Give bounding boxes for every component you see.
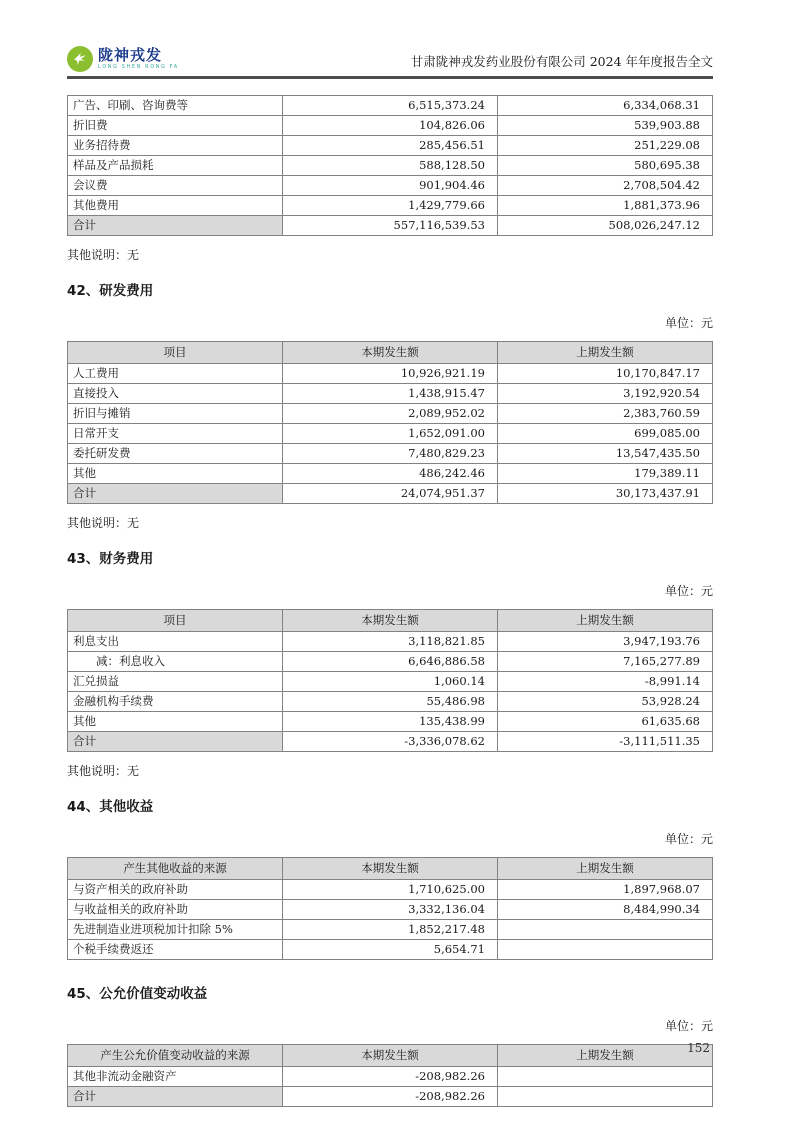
table-head bbox=[68, 342, 713, 364]
prior-amount-cell: 30,173,437.91 bbox=[497, 484, 712, 504]
row-label-cell: 与收益相关的政府补助 bbox=[68, 900, 283, 920]
header-row bbox=[68, 1045, 713, 1067]
prior-amount-cell: 8,484,990.34 bbox=[497, 900, 712, 920]
page-header bbox=[67, 46, 713, 79]
column-header: 本期发生额 bbox=[282, 342, 497, 364]
current-amount-cell: 55,486.98 bbox=[282, 692, 497, 712]
row-label-cell: 日常开支 bbox=[68, 424, 283, 444]
table-row bbox=[68, 404, 713, 424]
header-row bbox=[68, 858, 713, 880]
table-row bbox=[68, 632, 713, 652]
column-header: 本期发生额 bbox=[282, 858, 497, 880]
table-row bbox=[68, 1067, 713, 1087]
section-title: 45、公允价值变动收益 bbox=[67, 986, 208, 1002]
header-row bbox=[68, 342, 713, 364]
row-label-cell: 其他非流动金融资产 bbox=[68, 1067, 283, 1087]
row-label-cell: 其他 bbox=[68, 464, 283, 484]
table-row bbox=[68, 940, 713, 960]
table-row bbox=[68, 156, 713, 176]
column-header: 上期发生额 bbox=[497, 610, 712, 632]
table-row bbox=[68, 216, 713, 236]
table-body bbox=[68, 1067, 713, 1107]
table-row bbox=[68, 900, 713, 920]
data-table bbox=[67, 857, 713, 960]
prior-amount-cell bbox=[497, 1067, 712, 1087]
row-label-cell: 先进制造业进项税加计扣除 5% bbox=[68, 920, 283, 940]
current-amount-cell: 6,515,373.24 bbox=[282, 96, 497, 116]
report-section bbox=[67, 795, 713, 960]
current-amount-cell: 1,710,625.00 bbox=[282, 880, 497, 900]
table-row bbox=[68, 136, 713, 156]
current-amount-cell: 24,074,951.37 bbox=[282, 484, 497, 504]
table-row bbox=[68, 712, 713, 732]
prior-amount-cell: 699,085.00 bbox=[497, 424, 712, 444]
prior-amount-cell bbox=[497, 1087, 712, 1107]
table-row bbox=[68, 692, 713, 712]
table-head bbox=[68, 1045, 713, 1067]
table-row bbox=[68, 444, 713, 464]
document-title: 甘肃陇神戎发药业股份有限公司 2024 年年度报告全文 bbox=[410, 54, 713, 69]
column-header: 本期发生额 bbox=[282, 610, 497, 632]
prior-amount-cell: 2,708,504.42 bbox=[497, 176, 712, 196]
row-label-cell: 合计 bbox=[68, 216, 283, 236]
row-label-cell: 业务招待费 bbox=[68, 136, 283, 156]
prior-amount-cell: 61,635.68 bbox=[497, 712, 712, 732]
row-label-cell: 汇兑损益 bbox=[68, 672, 283, 692]
table-row bbox=[68, 732, 713, 752]
current-amount-cell: 1,060.14 bbox=[282, 672, 497, 692]
prior-amount-cell: -8,991.14 bbox=[497, 672, 712, 692]
section-title: 44、其他收益 bbox=[67, 799, 154, 815]
data-table bbox=[67, 95, 713, 236]
prior-amount-cell: 251,229.08 bbox=[497, 136, 712, 156]
row-label-cell: 个税手续费返还 bbox=[68, 940, 283, 960]
row-label-cell: 合计 bbox=[68, 732, 283, 752]
table-row bbox=[68, 424, 713, 444]
prior-amount-cell: 508,026,247.12 bbox=[497, 216, 712, 236]
current-amount-cell: 588,128.50 bbox=[282, 156, 497, 176]
prior-amount-cell: 7,165,277.89 bbox=[497, 652, 712, 672]
row-label-cell: 样品及产品损耗 bbox=[68, 156, 283, 176]
current-amount-cell: 1,438,915.47 bbox=[282, 384, 497, 404]
data-table bbox=[67, 1044, 713, 1107]
current-amount-cell: 7,480,829.23 bbox=[282, 444, 497, 464]
column-header: 上期发生额 bbox=[497, 342, 712, 364]
row-label-cell: 与资产相关的政府补助 bbox=[68, 880, 283, 900]
other-note: 其他说明：无 bbox=[67, 516, 140, 530]
table-row bbox=[68, 464, 713, 484]
column-header: 产生其他收益的来源 bbox=[68, 858, 283, 880]
report-section bbox=[67, 279, 713, 531]
row-label-cell: 其他 bbox=[68, 712, 283, 732]
prior-amount-cell: 3,947,193.76 bbox=[497, 632, 712, 652]
current-amount-cell: 486,242.46 bbox=[282, 464, 497, 484]
column-header: 产生公允价值变动收益的来源 bbox=[68, 1045, 283, 1067]
prior-amount-cell: 3,192,920.54 bbox=[497, 384, 712, 404]
current-amount-cell: 3,118,821.85 bbox=[282, 632, 497, 652]
row-label-cell: 金融机构手续费 bbox=[68, 692, 283, 712]
brand-name-cn: 陇神戎发 bbox=[98, 46, 163, 64]
table-row bbox=[68, 880, 713, 900]
table-row bbox=[68, 116, 713, 136]
prior-amount-cell: 2,383,760.59 bbox=[497, 404, 712, 424]
table-row bbox=[68, 672, 713, 692]
row-label-cell: 减：利息收入 bbox=[68, 652, 283, 672]
table-row bbox=[68, 176, 713, 196]
table-body bbox=[68, 880, 713, 960]
row-label-cell: 人工费用 bbox=[68, 364, 283, 384]
page-content bbox=[67, 46, 713, 1107]
unit-label: 单位：元 bbox=[664, 832, 713, 846]
row-label-cell: 折旧与摊销 bbox=[68, 404, 283, 424]
section-title: 42、研发费用 bbox=[67, 283, 154, 299]
table-body bbox=[68, 632, 713, 752]
prior-amount-cell: 13,547,435.50 bbox=[497, 444, 712, 464]
other-note: 其他说明：无 bbox=[67, 764, 140, 778]
table-row bbox=[68, 364, 713, 384]
row-label-cell: 合计 bbox=[68, 484, 283, 504]
table-row bbox=[68, 1087, 713, 1107]
current-amount-cell: 3,332,136.04 bbox=[282, 900, 497, 920]
prior-amount-cell: 580,695.38 bbox=[497, 156, 712, 176]
logo-bird-icon bbox=[67, 46, 93, 72]
row-label-cell: 折旧费 bbox=[68, 116, 283, 136]
content bbox=[67, 95, 713, 1107]
row-label-cell: 合计 bbox=[68, 1087, 283, 1107]
prior-amount-cell: -3,111,511.35 bbox=[497, 732, 712, 752]
current-amount-cell: 1,852,217.48 bbox=[282, 920, 497, 940]
unit-label: 单位：元 bbox=[664, 1019, 713, 1033]
column-header: 本期发生额 bbox=[282, 1045, 497, 1067]
current-amount-cell: 285,456.51 bbox=[282, 136, 497, 156]
prior-amount-cell bbox=[497, 920, 712, 940]
current-amount-cell: 104,826.06 bbox=[282, 116, 497, 136]
report-section bbox=[67, 982, 713, 1107]
column-header: 上期发生额 bbox=[497, 858, 712, 880]
current-amount-cell: 6,646,886.58 bbox=[282, 652, 497, 672]
unit-label: 单位：元 bbox=[664, 584, 713, 598]
data-table bbox=[67, 609, 713, 752]
current-amount-cell: 135,438.99 bbox=[282, 712, 497, 732]
current-amount-cell: 901,904.46 bbox=[282, 176, 497, 196]
current-amount-cell: 1,429,779.66 bbox=[282, 196, 497, 216]
section-title: 43、财务费用 bbox=[67, 551, 154, 567]
prior-amount-cell: 539,903.88 bbox=[497, 116, 712, 136]
column-header: 项目 bbox=[68, 610, 283, 632]
column-header: 项目 bbox=[68, 342, 283, 364]
prior-amount-cell bbox=[497, 940, 712, 960]
prior-amount-cell: 179,389.11 bbox=[497, 464, 712, 484]
table-head bbox=[68, 610, 713, 632]
prior-amount-cell: 6,334,068.31 bbox=[497, 96, 712, 116]
prior-amount-cell: 53,928.24 bbox=[497, 692, 712, 712]
report-section bbox=[67, 95, 713, 263]
row-label-cell: 利息支出 bbox=[68, 632, 283, 652]
row-label-cell: 会议费 bbox=[68, 176, 283, 196]
current-amount-cell: 10,926,921.19 bbox=[282, 364, 497, 384]
prior-amount-cell: 1,881,373.96 bbox=[497, 196, 712, 216]
current-amount-cell: -3,336,078.62 bbox=[282, 732, 497, 752]
header-row bbox=[68, 610, 713, 632]
table-body bbox=[68, 364, 713, 504]
row-label-cell: 直接投入 bbox=[68, 384, 283, 404]
other-note: 其他说明：无 bbox=[67, 248, 140, 262]
table-row bbox=[68, 920, 713, 940]
unit-label: 单位：元 bbox=[664, 316, 713, 330]
current-amount-cell: 557,116,539.53 bbox=[282, 216, 497, 236]
data-table bbox=[67, 341, 713, 504]
table-row bbox=[68, 384, 713, 404]
brand-name-en: LONG SHEN RONG FA bbox=[98, 64, 179, 70]
table-row bbox=[68, 484, 713, 504]
table-row bbox=[68, 196, 713, 216]
table-body bbox=[68, 96, 713, 236]
row-label-cell: 广告、印刷、咨询费等 bbox=[68, 96, 283, 116]
current-amount-cell: 2,089,952.02 bbox=[282, 404, 497, 424]
table-row bbox=[68, 652, 713, 672]
table-head bbox=[68, 858, 713, 880]
current-amount-cell: 5,654.71 bbox=[282, 940, 497, 960]
company-logo bbox=[67, 46, 179, 72]
prior-amount-cell: 1,897,968.07 bbox=[497, 880, 712, 900]
logo-text-block bbox=[98, 48, 179, 70]
prior-amount-cell: 10,170,847.17 bbox=[497, 364, 712, 384]
current-amount-cell: -208,982.26 bbox=[282, 1087, 497, 1107]
page-number: 152 bbox=[687, 1041, 710, 1055]
row-label-cell: 委托研发费 bbox=[68, 444, 283, 464]
column-header: 上期发生额 bbox=[497, 1045, 712, 1067]
current-amount-cell: -208,982.26 bbox=[282, 1067, 497, 1087]
row-label-cell: 其他费用 bbox=[68, 196, 283, 216]
report-section bbox=[67, 547, 713, 779]
current-amount-cell: 1,652,091.00 bbox=[282, 424, 497, 444]
table-row bbox=[68, 96, 713, 116]
